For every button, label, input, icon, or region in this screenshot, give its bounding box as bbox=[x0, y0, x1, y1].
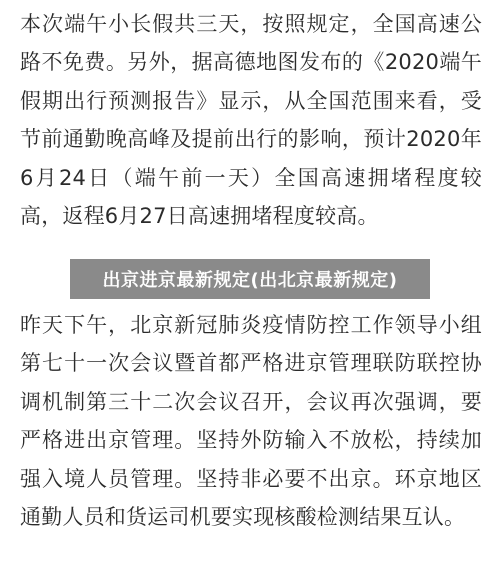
paragraph-holiday-traffic: 本次端午小长假共三天，按照规定，全国高速公路不免费。另外，据高德地图发布的《2020端午假期出行预测报告》显示，从全国范围来看，受节前通勤晚高峰及提前出行的影响，预计2020年6月24日（端午前一天）全国高速拥堵程度较高，返程6月27日高速拥堵程度较高。 bbox=[20, 12, 482, 229]
section-title-banner bbox=[70, 259, 430, 299]
section-title-text: 出京进京最新规定(出北京最新规定) bbox=[102, 270, 398, 291]
paragraph-beijing-rules: 昨天下午，北京新冠肺炎疫情防控工作领导小组第七十一次会议暨首都严格进京管理联防联控协调机制第三十二次会议召开，会议再次强调，要严格进出京管理。坚持外防输入不放松，持续加强入境人员管理。坚持非必要不出京。环京地区通勤人员和货运司机要实现核酸检测结果互认。 bbox=[20, 313, 482, 530]
